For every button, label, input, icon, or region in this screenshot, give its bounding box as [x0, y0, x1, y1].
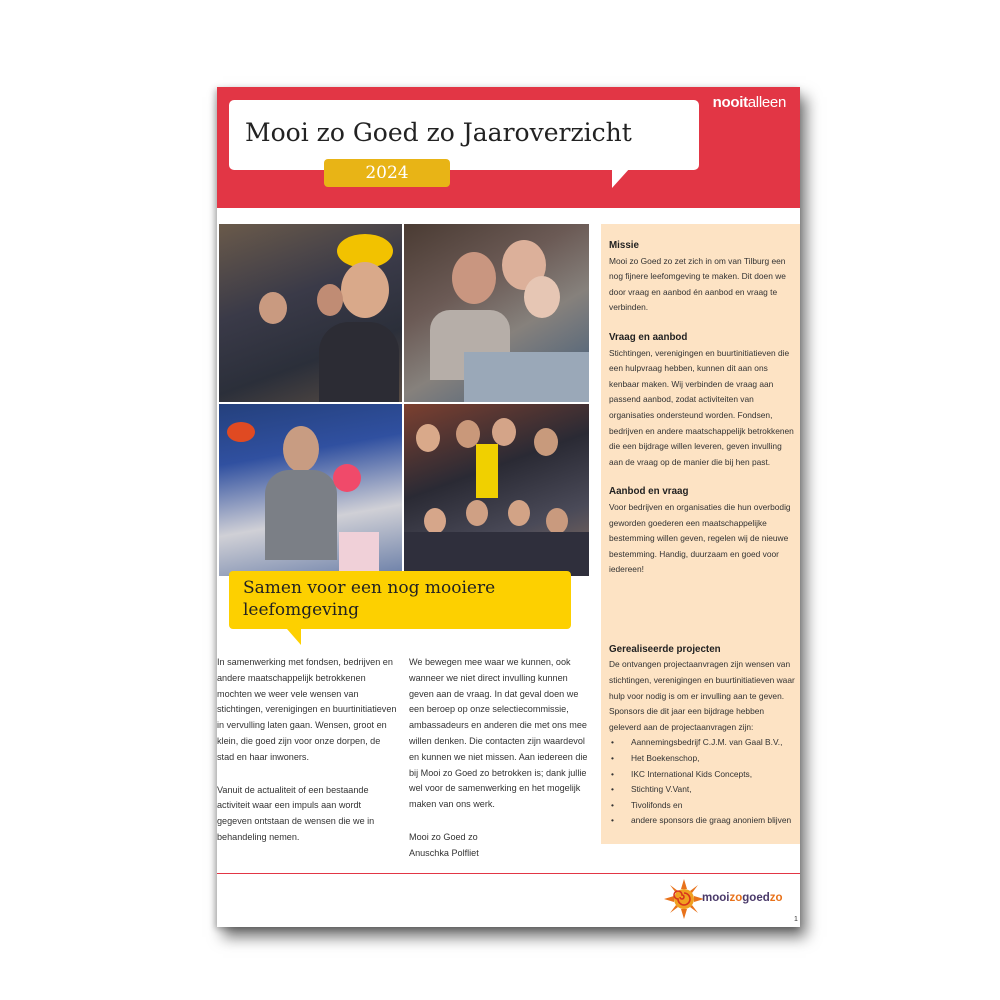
logo-zo: zo: [769, 892, 783, 904]
sponsor-list: [609, 735, 797, 829]
sidebar: [601, 224, 800, 844]
list-item: • IKC International Kids Concepts,: [609, 767, 797, 783]
aanbod-vraag-text: Voor bedrijven en organisaties die hun overbodig geworden goederen een maatschappelijke bestemming willen geven, regelen wij de nieuwe bestemming. Handig, duurzaam en goed voor iedereen!: [609, 501, 791, 575]
signature-name: Anuschka Polfliet: [409, 847, 479, 858]
title-speech-bubble: [229, 100, 699, 170]
intro-column-left: [217, 655, 397, 863]
photo-children-group: [404, 404, 589, 576]
photo-man-thumbs-up: [219, 404, 402, 576]
page-number: 1: [794, 916, 798, 923]
headline-speech-bubble: [229, 571, 571, 629]
brand-nooit: nooit: [712, 94, 748, 111]
brand-alleen: alleen: [747, 94, 786, 111]
signature-org: Mooi zo Goed zo: [409, 831, 478, 842]
intro-paragraph-1: In samenwerking met fondsen, bedrijven en andere maatschappelijk betrokkenen mochten we weer vele wensen van stichtingen, verenigingen en buurtinitiatieven in vervulling laten gaan. Wensen, groot en klein, die goed zijn voor onze dorpen, de stad en haar inwoners.: [217, 657, 397, 762]
list-item: • Stichting V.Vant,: [609, 782, 797, 798]
aanbod-vraag-heading: Aanbod en vraag: [609, 486, 689, 498]
footer-divider: [217, 873, 800, 874]
intro-column-right: [409, 655, 589, 862]
nooitalleen-logo: [713, 94, 786, 111]
vraag-aanbod-text: Stichtingen, verenigingen en buurtinitiatieven die een hulpvraag hebben, kunnen dit aan ons kenbaar maken. Wij verbinden de vraag aan passend aanbod, zodat activiteiten van organisaties ondersteund worden. Fondsen, bedrijven en andere maatschappelijk betrokkenen die een bijdrage willen leveren, geven invulling aan de vraag op de manier die bij hen past.: [609, 347, 794, 467]
sun-spiral-icon: [664, 879, 704, 919]
header-band: [217, 87, 800, 208]
logo-zo: zo: [729, 892, 743, 904]
logo-goed: goed: [742, 892, 770, 904]
vraag-aanbod-heading: Vraag en aanbod: [609, 331, 688, 343]
signature: [409, 830, 589, 862]
headline-bubble-tail: [287, 629, 301, 645]
projecten-text: De ontvangen projectaanvragen zijn wensen van stichtingen, verenigingen en buurtinitiatieven waar hulp voor nodig is om er invulling aan te geven. Sponsors die dit jaar een bijdrage hebben geleverd aan de projectaanvragen zijn:: [609, 659, 795, 732]
document-page: [217, 87, 800, 927]
missie-text: Mooi zo Goed zo zet zich in om van Tilburg een nog fijnere leefomgeving te maken. Dit doen we door vraag en aanbod én aanbod en vraag te verbinden.: [609, 255, 786, 313]
projecten-heading: Gerealiseerde projecten: [609, 643, 721, 655]
headline-line2: leefomgeving: [243, 600, 360, 620]
intro-paragraph-3: We bewegen mee waar we kunnen, ook wanneer we niet direct invulling kunnen geven aan de vraag. In dat geval doen we een beroep op onze selectiecommissie, ambassadeurs en anderen die met ons mee willen denken. Die contacten zijn waardevol en kunnen we niet missen. Aan iedereen die bij Mooi zo Goed zo betrokken is; dank jullie wel voor de samenwerking en het mogelijk maken van ons werk.: [409, 657, 588, 810]
list-item: • Het Boekenschop,: [609, 751, 797, 767]
page-title: Mooi zo Goed zo Jaaroverzicht: [245, 118, 632, 147]
intro-paragraph-2: Vanuit de actualiteit of een bestaande activiteit waar een impuls aan wordt gegeven ontstaan de wensen die we in behandeling nemen.: [217, 784, 375, 842]
headline-line1: Samen voor een nog mooiere: [243, 578, 496, 598]
headline: [243, 577, 495, 621]
year-badge: 2024: [324, 159, 450, 187]
bubble-tail: [612, 168, 630, 188]
mooizogoedzo-logo: [664, 879, 784, 919]
photo-women-table: [404, 224, 589, 402]
list-item: • Tivolifonds en: [609, 798, 797, 814]
missie-heading: Missie: [609, 240, 639, 251]
list-item: • andere sponsors die graag anoniem blijven: [609, 813, 797, 829]
photo-boys-hardhat: [219, 224, 402, 402]
list-item: • Aannemingsbedrijf C.J.M. van Gaal B.V.,: [609, 735, 797, 751]
logo-mooi: mooi: [702, 892, 730, 904]
